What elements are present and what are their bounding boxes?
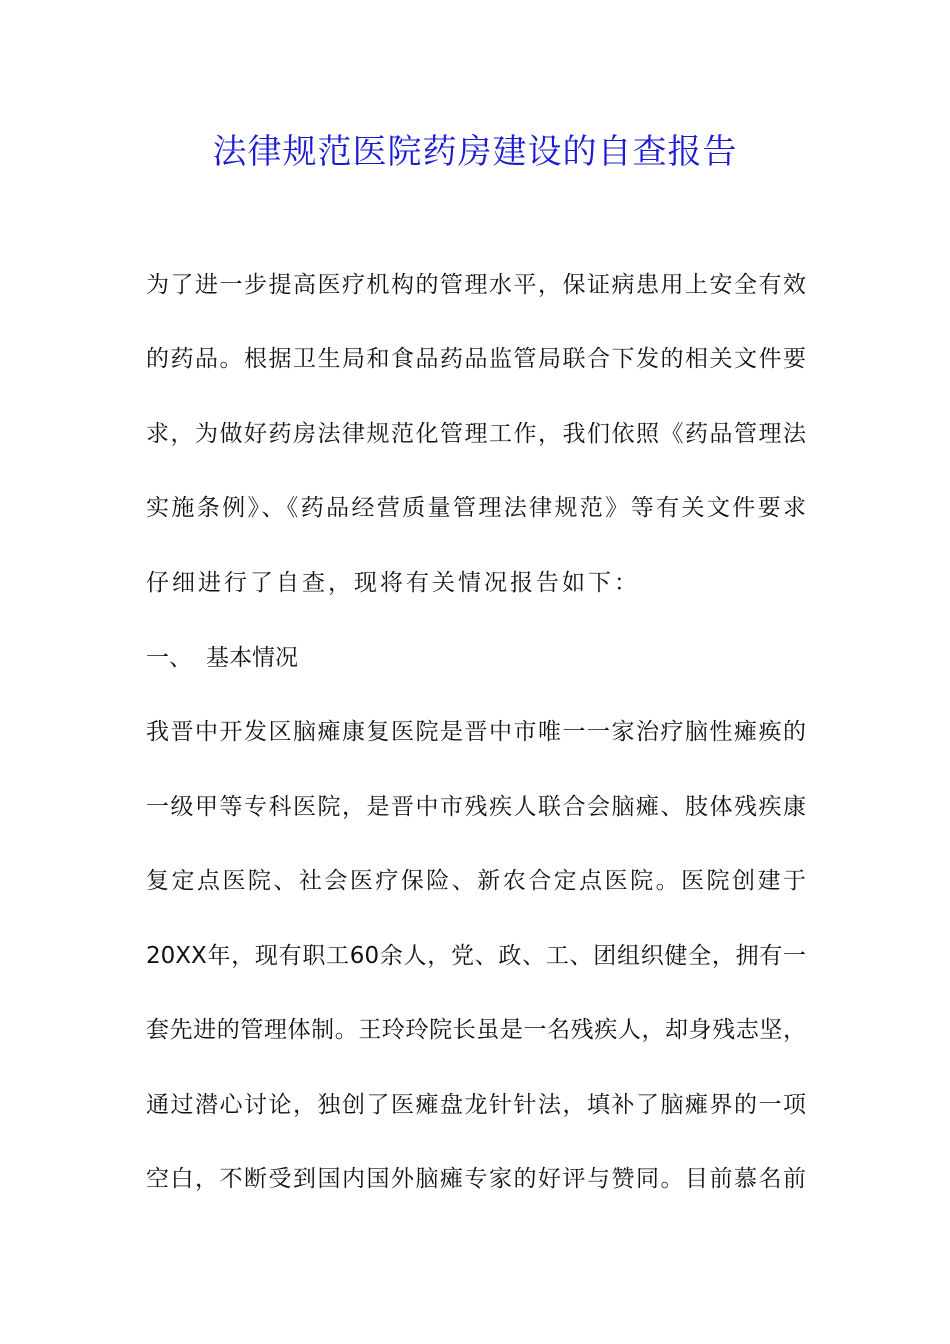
paragraph-line: 20XX年，现有职工60余人，党、政、工、团组织健全，拥有一 <box>146 943 806 969</box>
section-number: 一、 <box>146 645 192 671</box>
paragraph-line: 仔细进行了自查，现将有关情况报告如下： <box>146 570 640 596</box>
paragraph-line: 复定点医院、社会医疗保险、新农合定点医院。医院创建于 <box>146 868 806 894</box>
paragraph-line: 一级甲等专科医院，是晋中市残疾人联合会脑瘫、肢体残疾康 <box>146 794 806 820</box>
paragraph-line: 的药品。根据卫生局和食品药品监管局联合下发的相关文件要 <box>146 346 806 372</box>
paragraph-line: 实施条例》、《药品经营质量管理法律规范》等有关文件要求 <box>146 495 806 521</box>
document-title: 法律规范医院药房建设的自查报告 <box>212 132 738 172</box>
paragraph-line: 求，为做好药房法律规范化管理工作，我们依照《药品管理法 <box>146 421 806 447</box>
paragraph-line: 我晋中开发区脑瘫康复医院是晋中市唯一一家治疗脑性瘫痪的 <box>146 719 806 745</box>
paragraph-line: 通过潜心讨论，独创了医瘫盘龙针针法，填补了脑瘫界的一项 <box>146 1092 806 1118</box>
section-heading <box>146 641 298 675</box>
paragraph-line: 空白，不断受到国内国外脑瘫专家的好评与赞同。目前慕名前 <box>146 1166 806 1192</box>
paragraph-line: 套先进的管理体制。王玲玲院长虽是一名残疾人，却身残志坚， <box>146 1017 806 1043</box>
paragraph-line: 为了进一步提高医疗机构的管理水平，保证病患用上安全有效 <box>146 272 806 298</box>
section-heading-text: 基本情况 <box>206 645 298 671</box>
